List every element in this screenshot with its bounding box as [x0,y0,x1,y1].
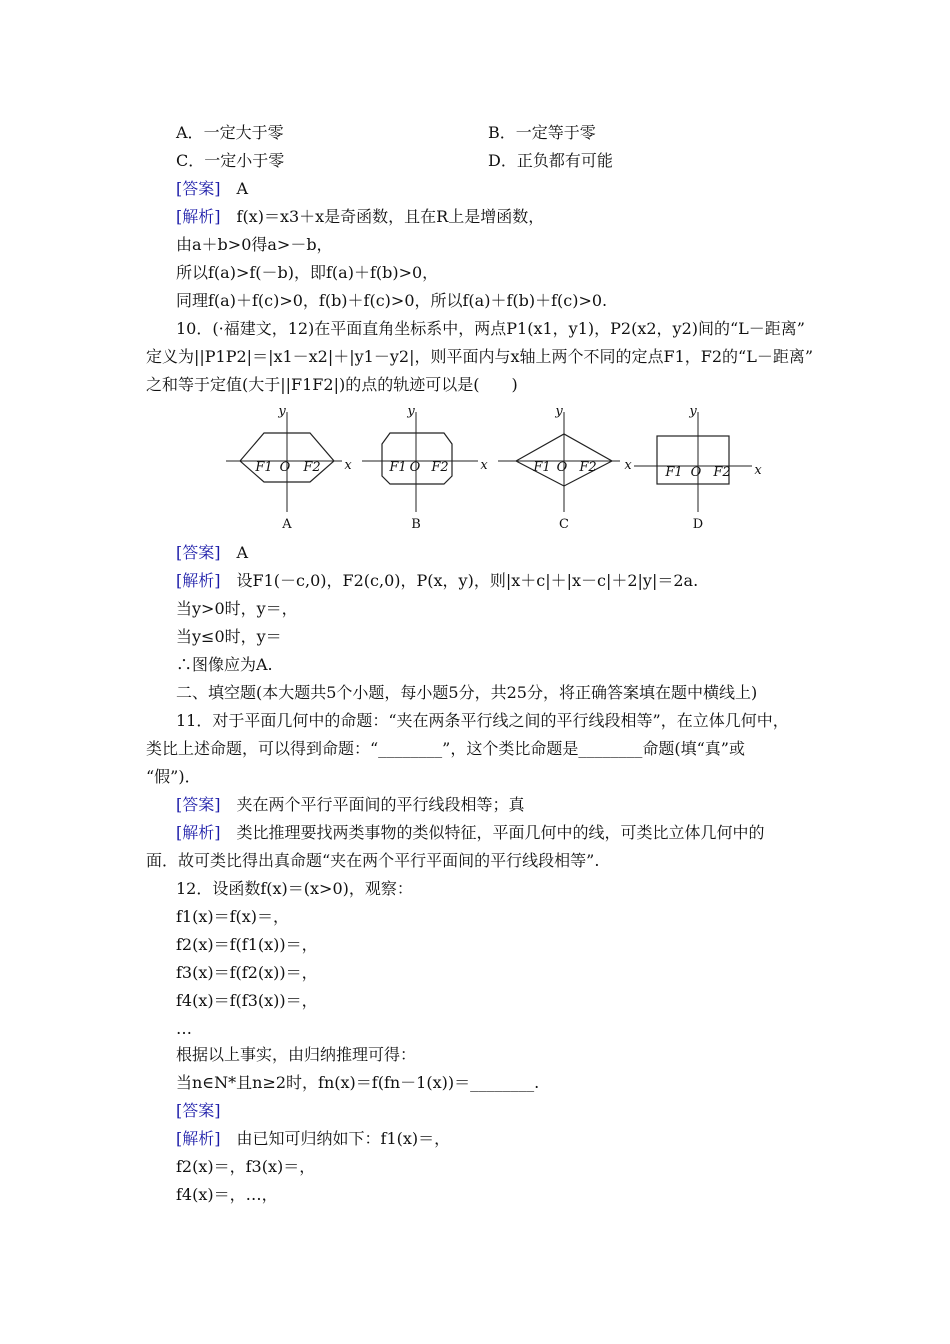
answer-tag: [答案] [176,179,221,198]
analysis-tag: [解析] [176,823,221,842]
q10-analysis-line-1: [解析] 设F1(－c,0)，F2(c,0)，P(x，y)，则|x＋c|＋|x－c|＋2|y|＝2a. [176,571,699,590]
figure-label: D [692,517,704,532]
q9-analysis-line-1: [解析] f(x)＝x3＋x是奇函数，且在R上是增函数， [176,207,545,226]
origin-label: O [556,460,568,475]
figure-b [358,404,508,534]
analysis-tag: [解析] [176,571,221,590]
option-c: C．一定小于零 [176,151,285,170]
q12-analysis-line-1: [解析] 由已知可归纳如下：f1(x)＝， [176,1129,451,1148]
q10-stem-line-2: 定义为||P1P2|＝|x1－x2|＋|y1－y2|，则平面内与x轴上两个不同的定点F1，F2的“L－距离” [146,347,814,366]
q12-stem-line-3: f2(x)＝f(f1(x))＝， [176,935,318,954]
option-d: D．正负都有可能 [488,151,613,170]
q9-answer: [答案] A [176,179,249,198]
axis-y-label: y [278,404,286,419]
q12-stem-line-5: f4(x)＝f(f3(x))＝， [176,991,318,1010]
q12-stem-line-4: f3(x)＝f(f2(x))＝， [176,963,318,982]
q12-stem-line-2: f1(x)＝f(x)＝， [176,907,290,926]
axis-x-label: x [754,463,762,478]
axis-y-label: y [689,404,697,419]
analysis-tag: [解析] [176,1129,221,1148]
q9-analysis-line-2: 由a＋b>0得a>－b， [176,235,333,254]
focus-2-label: F2 [431,460,449,475]
q12-stem-line-1: 12．设函数f(x)＝(x>0)，观察： [176,879,413,898]
q10-analysis-line-3: 当y≤0时，y＝ [176,627,282,646]
focus-1-label: F1 [533,460,551,475]
figure-c [494,404,644,534]
q11-analysis-line-1: [解析] 类比推理要找两类事物的类似特征，平面几何中的线，可类比立体几何中的 [176,823,765,842]
focus-1-label: F1 [255,460,273,475]
axis-y-label: y [555,404,563,419]
q10-analysis-line-2: 当y>0时，y＝， [176,599,298,618]
q10-stem-line-3: 之和等于定值(大于||F1F2|)的点的轨迹可以是( ) [146,375,518,394]
axis-y-label: y [407,404,415,419]
focus-2-label: F2 [713,465,731,480]
axis-x-label: x [624,458,632,473]
figure-d [630,404,780,534]
answer-tag: [答案] [176,795,221,814]
q12-analysis-line-2: f2(x)＝，f3(x)＝， [176,1157,316,1176]
q12-stem-line-8: 当n∈N*且n≥2时，fn(x)＝f(fn－1(x))＝________. [176,1073,540,1092]
q11-answer: [答案] 夹在两个平行平面间的平行线段相等；真 [176,795,525,814]
q11-stem-line-2: 类比上述命题，可以得到命题：“________”，这个类比命题是________命题(填“真”或 [146,739,745,758]
q12-stem-line-7: 根据以上事实，由归纳推理可得： [176,1045,417,1064]
q10-analysis-line-4: ∴图像应为A. [176,655,273,674]
q11-analysis-line-2: 面．故可类比得出真命题“夹在两个平行平面间的平行线段相等”. [146,851,600,870]
focus-1-label: F1 [665,465,683,480]
q12-analysis-line-3: f4(x)＝，…， [176,1185,278,1204]
q9-analysis-line-4: 同理f(a)＋f(c)>0，f(b)＋f(c)>0，所以f(a)＋f(b)＋f(c)>0. [176,291,608,310]
figure-label: C [559,517,569,532]
focus-2-label: F2 [579,460,597,475]
focus-1-label: F1 [389,460,407,475]
answer-tag: [答案] [176,543,221,562]
focus-2-label: F2 [303,460,321,475]
origin-label: O [279,460,291,475]
q11-stem-line-3: “假”)． [146,767,201,786]
axis-x-label: x [344,458,352,473]
origin-label: O [690,465,702,480]
q12-stem-line-6: … [176,1019,192,1038]
origin-label: O [409,460,421,475]
q9-analysis-line-3: 所以f(a)>f(－b)，即f(a)＋f(b)>0， [176,263,439,282]
q10-stem-line-1: 10．(·福建文，12)在平面直角坐标系中，两点P1(x1，y1)，P2(x2，y2)间的“L－距离” [176,319,805,338]
q10-answer: [答案] A [176,543,249,562]
option-a: A．一定大于零 [176,123,284,142]
q11-stem-line-1: 11．对于平面几何中的命题：“夹在两条平行线之间的平行线段相等”，在立体几何中， [176,711,789,730]
figure-a [222,404,372,534]
axis-x-label: x [480,458,488,473]
analysis-tag: [解析] [176,207,221,226]
option-b: B．一定等于零 [488,123,596,142]
answer-tag: [答案] [176,1101,221,1120]
figure-label: B [411,517,421,532]
section-2-heading: 二、填空题(本大题共5个小题，每小题5分，共25分，将正确答案填在题中横线上) [176,683,758,702]
figure-label: A [282,517,292,532]
q12-answer [176,1101,221,1121]
